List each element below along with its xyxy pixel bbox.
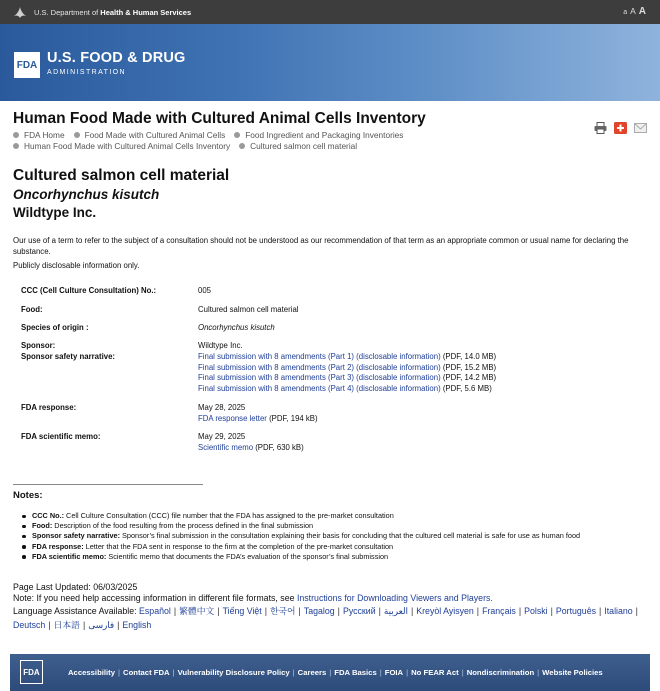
breadcrumb-label: Cultured salmon cell material bbox=[250, 141, 358, 151]
file-size: (PDF, 630 kB) bbox=[253, 442, 304, 452]
fda-logo[interactable]: FDA bbox=[14, 52, 40, 78]
breadcrumb-label: FDA Home bbox=[24, 130, 65, 140]
list-item bbox=[21, 531, 651, 541]
breadcrumb-bullet-icon bbox=[13, 143, 19, 149]
footer-link-no-fear[interactable]: No FEAR Act bbox=[411, 668, 459, 677]
note-text: Description of the food resulting from the process defined in the final submission bbox=[52, 521, 314, 531]
lang-link-francais[interactable]: Français bbox=[482, 606, 516, 616]
footer-link-foia[interactable]: FOIA bbox=[384, 668, 404, 677]
page-title: Human Food Made with Cultured Animal Cells Inventory bbox=[13, 110, 426, 127]
lang-link-tagalog[interactable]: Tagalog bbox=[303, 606, 335, 616]
list-item bbox=[21, 521, 651, 531]
breadcrumb-current bbox=[239, 141, 357, 152]
response-date: May 28, 2025 bbox=[198, 403, 246, 412]
lang-link-arabic[interactable]: العربية bbox=[383, 606, 408, 616]
footer-link-vulnerability[interactable]: Vulnerability Disclosure Policy bbox=[177, 668, 290, 677]
footer-link-website-policies[interactable]: Website Policies bbox=[542, 668, 603, 677]
breadcrumb-label: Human Food Made with Cultured Animal Cells Inventory bbox=[24, 141, 231, 151]
memo-date: May 29, 2025 bbox=[198, 432, 246, 441]
list-item bbox=[21, 552, 651, 562]
breadcrumb-label: Food Made with Cultured Animal Cells bbox=[84, 130, 226, 140]
lang-link-polski[interactable]: Polski bbox=[524, 606, 548, 616]
breadcrumb bbox=[13, 130, 473, 152]
company-heading: Wildtype Inc. bbox=[13, 205, 97, 220]
memo-file-row bbox=[198, 443, 304, 454]
notes-divider bbox=[13, 484, 203, 485]
lang-link-chinese[interactable]: 繁體中文 bbox=[179, 606, 215, 616]
page-last-updated: Page Last Updated: 06/03/2025 bbox=[13, 582, 138, 592]
note-term: Food: bbox=[32, 521, 53, 531]
hhs-name: Health & Human Services bbox=[100, 7, 192, 17]
text-size-medium[interactable]: A bbox=[630, 6, 636, 16]
lang-link-espanol[interactable]: Español bbox=[139, 606, 171, 616]
footer-link-fda-basics[interactable]: FDA Basics bbox=[334, 668, 377, 677]
text-size-controls bbox=[623, 6, 646, 17]
scientific-memo-link[interactable]: Scientific memo bbox=[198, 442, 254, 452]
memo-label: FDA scientific memo: bbox=[21, 432, 101, 441]
footer-fda-logo[interactable]: FDA bbox=[20, 660, 43, 684]
hhs-bar bbox=[0, 0, 660, 24]
text-size-large[interactable]: A bbox=[638, 6, 646, 17]
breadcrumb-bullet-icon bbox=[234, 132, 240, 138]
file-size: (PDF, 15.2 MB) bbox=[440, 362, 497, 372]
lang-link-deutsch[interactable]: Deutsch bbox=[13, 619, 46, 630]
language-label: Language Assistance Available: bbox=[13, 606, 140, 616]
species-label: Species of origin : bbox=[21, 323, 89, 332]
breadcrumb-bullet-icon bbox=[239, 143, 245, 149]
lang-link-italiano[interactable]: Italiano bbox=[604, 606, 633, 616]
species-heading: Oncorhynchus kisutch bbox=[13, 187, 160, 202]
note-term: FDA scientific memo: bbox=[32, 551, 107, 561]
response-label: FDA response: bbox=[21, 403, 77, 412]
narrative-part-2-link[interactable]: Final submission with 8 amendments (Part 2) (disclosable information) bbox=[198, 362, 441, 372]
food-value: Cultured salmon cell material bbox=[198, 305, 299, 314]
narrative-label: Sponsor safety narrative: bbox=[21, 352, 116, 361]
breadcrumb-item[interactable] bbox=[74, 130, 226, 141]
ccc-label: CCC (Cell Culture Consultation) No.: bbox=[21, 286, 157, 295]
response-letter-link[interactable]: FDA response letter bbox=[198, 413, 267, 423]
file-size: (PDF, 14.2 MB) bbox=[440, 373, 497, 383]
narrative-files bbox=[198, 352, 496, 394]
file-size: (PDF, 194 kB) bbox=[266, 413, 318, 423]
lang-link-vietnamese[interactable]: Tiếng Việt bbox=[222, 606, 262, 616]
ccc-value: 005 bbox=[198, 286, 212, 295]
response-file-row bbox=[198, 414, 318, 425]
breadcrumb-bullet-icon bbox=[74, 132, 80, 138]
file-formats-note bbox=[13, 593, 493, 603]
response-value bbox=[198, 403, 318, 424]
breadcrumb-label: Food Ingredient and Packaging Inventories bbox=[245, 130, 404, 140]
breadcrumb-bullet-icon bbox=[13, 132, 19, 138]
page-tools bbox=[594, 122, 647, 134]
text-size-small[interactable]: a bbox=[623, 9, 628, 16]
file-size: (PDF, 5.6 MB) bbox=[440, 383, 492, 393]
narrative-file-row bbox=[198, 352, 496, 363]
lang-link-korean[interactable]: 한국어 bbox=[270, 606, 296, 616]
formats-note-text: Note: If you need help accessing information in different file formats, see bbox=[13, 593, 297, 603]
note-term: CCC No.: bbox=[32, 511, 65, 520]
lang-link-farsi[interactable]: فارسی bbox=[88, 619, 115, 630]
hhs-eagle-icon bbox=[12, 4, 28, 20]
printer-icon[interactable] bbox=[594, 122, 607, 134]
footer-links: Accessibility | Contact FDA | Vulnerability Disclosure Policy | Careers | FDA Basics | FOIA | No FEAR Act | Nondiscrimination | Website Policies bbox=[68, 668, 603, 677]
lang-link-japanese[interactable]: 日本語 bbox=[53, 619, 80, 630]
breadcrumb-item[interactable] bbox=[234, 130, 403, 141]
sponsor-label: Sponsor: bbox=[21, 341, 56, 350]
footer-link-careers[interactable]: Careers bbox=[297, 668, 327, 677]
note-text: Sponsor’s final submission in the consultation explaining their basis for concluding that the cultured cell material is safe for use as human food bbox=[120, 531, 581, 541]
breadcrumb-item[interactable] bbox=[13, 130, 65, 141]
viewers-players-link[interactable]: Instructions for Downloading Viewers and Players. bbox=[296, 593, 493, 603]
food-label: Food: bbox=[21, 305, 43, 314]
fda-administration: ADMINISTRATION bbox=[47, 69, 126, 76]
hhs-prefix: U.S. Department of bbox=[34, 7, 101, 17]
list-item bbox=[21, 511, 651, 521]
public-info-note: Publicly disclosable information only. bbox=[13, 261, 140, 270]
lang-link-english[interactable]: English bbox=[122, 619, 152, 630]
memo-value bbox=[198, 432, 304, 453]
note-text: Letter that the FDA sent in response to the firm at the completion of the pre-market consultation bbox=[83, 541, 394, 551]
language-assistance: Language Assistance Available: Español | 繁體中文 | Tiếng Việt | 한국어 | Tagalog | Русский | العربية | Kreyòl Ayisyen | Français | Polski | Português | Italiano | Deutsch | 日本語 | فارسی | English bbox=[13, 606, 638, 630]
footer-link-contact[interactable]: Contact FDA bbox=[123, 668, 170, 677]
hhs-link[interactable] bbox=[34, 8, 191, 17]
note-text: Scientific memo that documents the FDA’s evaluation of the sponsor’s final submission bbox=[106, 551, 389, 561]
item-heading: Cultured salmon cell material bbox=[13, 167, 230, 184]
sponsor-value: Wildtype Inc. bbox=[198, 341, 243, 350]
notes-title: Notes: bbox=[13, 490, 43, 501]
file-size: (PDF, 14.0 MB) bbox=[440, 352, 497, 361]
breadcrumb-item[interactable] bbox=[13, 141, 230, 152]
footer-link-nondiscrimination[interactable]: Nondiscrimination bbox=[466, 668, 535, 677]
lang-link-russian[interactable]: Русский bbox=[342, 606, 376, 616]
plus-share-icon[interactable] bbox=[614, 122, 627, 134]
fda-banner bbox=[0, 24, 660, 101]
narrative-file-row bbox=[198, 373, 496, 384]
name-disclaimer: Our use of a term to refer to the subject of a consultation should not be understood as our recommendation of that term as an appropriate common or usual name for declaring the substance. bbox=[13, 236, 629, 256]
narrative-part-4-link[interactable]: Final submission with 8 amendments (Part 4) (disclosable information) bbox=[198, 383, 441, 393]
species-value: Oncorhynchus kisutch bbox=[198, 323, 275, 332]
narrative-part-1-link[interactable]: Final submission with 8 amendments (Part 1) (disclosable information) bbox=[198, 352, 441, 361]
site-footer bbox=[10, 654, 650, 691]
lang-link-kreyol[interactable]: Kreyòl Ayisyen bbox=[416, 606, 474, 616]
narrative-file-row bbox=[198, 363, 496, 374]
narrative-part-3-link[interactable]: Final submission with 8 amendments (Part 3) (disclosable information) bbox=[198, 373, 441, 383]
note-term: FDA response: bbox=[32, 541, 84, 551]
notes-list bbox=[21, 511, 651, 562]
narrative-file-row bbox=[198, 384, 496, 395]
list-item bbox=[21, 542, 651, 552]
fda-wordmark[interactable]: U.S. FOOD & DRUG bbox=[47, 50, 186, 66]
footer-link-accessibility[interactable]: Accessibility bbox=[68, 668, 116, 677]
lang-link-portugues[interactable]: Português bbox=[555, 606, 596, 616]
envelope-icon[interactable] bbox=[634, 122, 647, 134]
note-term: Sponsor safety narrative: bbox=[32, 531, 120, 541]
note-text: Cell Culture Consultation (CCC) file number that the FDA has assigned to the pre-market consultation bbox=[64, 511, 394, 520]
